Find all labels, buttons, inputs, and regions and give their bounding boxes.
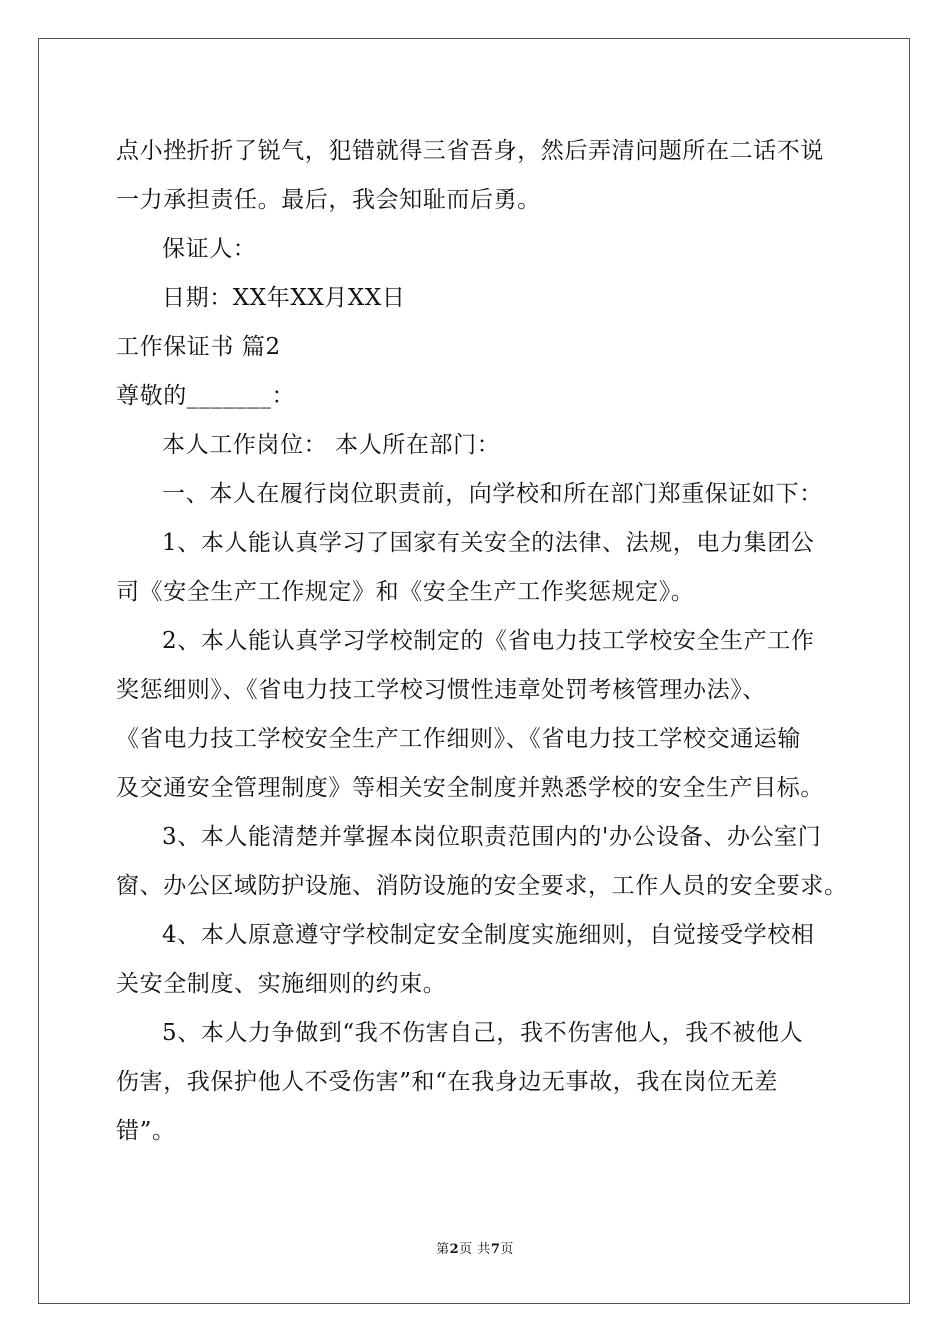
footer-total-pages: 7 <box>490 1242 501 1257</box>
page-footer <box>0 1238 950 1257</box>
footer-suffix: 页 <box>500 1242 514 1257</box>
text-line: 奖惩细则》、《省电力技工学校习惯性违章处罚考核管理办法》、 <box>116 677 766 703</box>
text-line: 伤害，我保护他人不受伤害”和“在我身边无事故，我在岗位无差 <box>116 1069 778 1095</box>
text-line: 2、本人能认真学习学校制定的《省电力技工学校安全生产工作 <box>162 628 815 654</box>
text-line: 3、本人能清楚并掌握本岗位职责范围内的'办公设备、办公室门 <box>162 824 822 850</box>
text-line: 窗、办公区域防护设施、消防设施的安全要求，工作人员的安全要求。 <box>116 873 848 899</box>
text-line: 司《安全生产工作规定》和《安全生产工作奖惩规定》。 <box>116 579 695 605</box>
text-line: 及交通安全管理制度》等相关安全制度并熟悉学校的安全生产目标。 <box>116 775 824 801</box>
text-line: 保证人： <box>162 236 257 262</box>
text-line: 5、本人力争做到“我不伤害自己，我不伤害他人，我不被他人 <box>162 1020 804 1046</box>
text-line: 1、本人能认真学习了国家有关安全的法律、法规，电力集团公 <box>162 530 815 556</box>
text-line: 4、本人原意遵守学校制定安全制度实施细则，自觉接受学校相 <box>162 922 815 948</box>
text-line: 尊敬的_______： <box>116 383 296 409</box>
text-line: 本人工作岗位： 本人所在部门： <box>162 432 501 458</box>
text-line: 日期：XX年XX月XX日 <box>162 285 406 311</box>
text-line: 错”。 <box>116 1118 176 1144</box>
text-line: 一、本人在履行岗位职责前，向学校和所在部门郑重保证如下： <box>162 481 823 507</box>
text-line: 关安全制度、实施细则的约束。 <box>116 971 447 997</box>
document-body <box>116 127 848 1156</box>
text-line: 工作保证书 篇2 <box>116 334 281 360</box>
text-line: 点小挫折折了锐气，犯错就得三省吾身，然后弄清问题所在二话不说 <box>116 138 824 164</box>
footer-page-number: 2 <box>449 1242 460 1257</box>
footer-mid: 页 共 <box>459 1242 491 1257</box>
text-line: 《省电力技工学校安全生产工作细则》、《省电力技工学校交通运输 <box>116 726 801 752</box>
text-line: 一力承担责任。最后，我会知耻而后勇。 <box>116 187 541 213</box>
footer-prefix: 第 <box>436 1242 450 1257</box>
